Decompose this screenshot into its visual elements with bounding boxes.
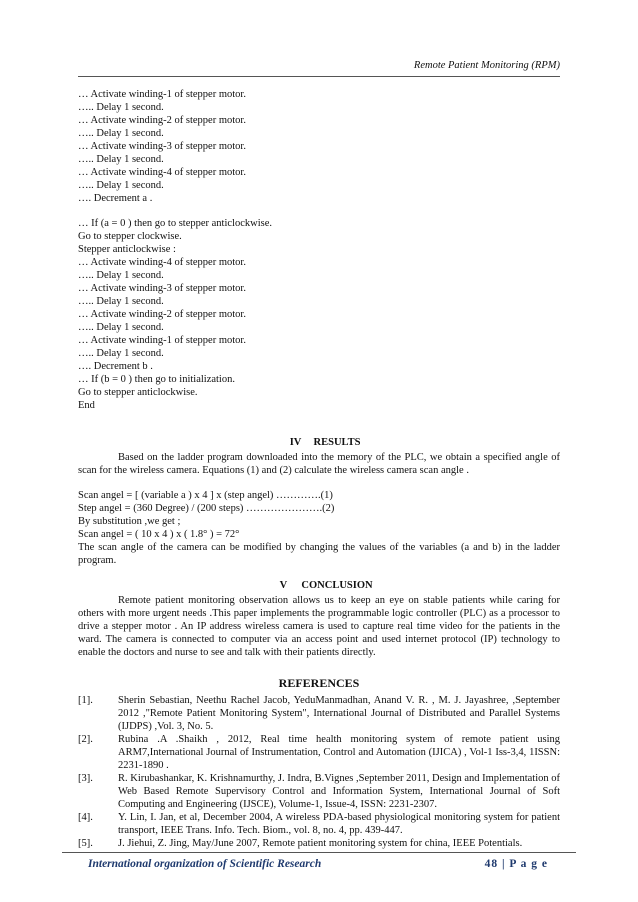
algorithm-line: … Activate winding-1 of stepper motor.	[78, 89, 246, 100]
algorithm-line: … Activate winding-4 of stepper motor.	[78, 257, 246, 268]
footer-journal: International organization of Scientific Research	[88, 858, 322, 870]
page-body	[78, 88, 560, 850]
reference-text: R. Kirubashankar, K. Krishnamurthy, J. Indra, B.Vignes ,September 2011, Design and Implementation of Web Based Remote Supervisory Control and Information System, International Journal of Soft Computing and Engineering (IJSCE), Volume-1, Issue-4, ISSN: 2231-2307.	[118, 773, 560, 810]
results-paragraph: Based on the ladder program downloaded into the memory of the PLC, we obtain a specified angle of scan for the wireless camera. Equations (1) and (2) calculate the wireless camera scan angle .	[78, 452, 560, 476]
results-heading	[78, 436, 560, 449]
algorithm-line: ….. Delay 1 second.	[78, 348, 164, 359]
substitution-text: By substitution ,we get ;	[78, 516, 181, 527]
reference-number: [4].	[78, 812, 93, 823]
results-title: RESULTS	[313, 437, 361, 448]
references-heading: REFERENCES	[278, 676, 360, 690]
algorithm-line: … Activate winding-2 of stepper motor.	[78, 309, 246, 320]
reference-number: [5].	[78, 838, 93, 849]
running-header: Remote Patient Monitoring (RPM)	[413, 60, 560, 71]
reference-text: J. Jiehui, Z. Jing, May/June 2007, Remote patient monitoring system for china, IEEE Potentials.	[118, 838, 523, 849]
results-closing: The scan angle of the camera can be modified by changing the values of the variables (a and b) in the ladder program.	[78, 542, 560, 566]
footer-rule	[62, 852, 576, 853]
spacer	[78, 205, 560, 217]
header-rule	[78, 76, 560, 77]
reference-item	[78, 772, 560, 811]
algorithm-line: … Activate winding-3 of stepper motor.	[78, 141, 246, 152]
conclusion-number: V	[279, 580, 288, 591]
algorithm-line: End	[78, 400, 95, 411]
conclusion-title: CONCLUSION	[301, 580, 373, 591]
reference-item	[78, 733, 560, 772]
algorithm-line: …. Decrement a .	[78, 193, 153, 204]
algorithm-line: Stepper anticlockwise :	[78, 244, 176, 255]
algorithm-line: ….. Delay 1 second.	[78, 322, 164, 333]
algorithm-block-1	[78, 88, 560, 205]
reference-number: [1].	[78, 695, 93, 706]
algorithm-line: … Activate winding-2 of stepper motor.	[78, 115, 246, 126]
reference-text: Rubina .A .Shaikh , 2012, Real time health monitoring system of remote patient using ARM7,International Journal of Instrumentation, Control and Automation (IJICA) , Vol-1 Iss-3,4, 1ISSN: 2231-1890 .	[118, 734, 560, 771]
reference-item	[78, 811, 560, 837]
reference-number: [2].	[78, 734, 93, 745]
algorithm-line: ….. Delay 1 second.	[78, 102, 164, 113]
spacer	[78, 477, 560, 489]
algorithm-line: … Activate winding-3 of stepper motor.	[78, 283, 246, 294]
algorithm-block-2	[78, 217, 560, 412]
algorithm-line: ….. Delay 1 second.	[78, 154, 164, 165]
reference-text: Sherin Sebastian, Neethu Rachel Jacob, YeduManmadhan, Anand V. R. , M. J. Jayashree, ,September 2012 ,"Remote Patient Monitoring System", International Journal of Distributed and Parallel Systems (IJDPS) ,Vol. 3, No. 5.	[118, 695, 560, 732]
conclusion-paragraph: Remote patient monitoring observation allows us to keep an eye on stable patients while caring for others with more urgent needs .This paper implements the programmable logic controller (PLC) as a processor to drive a stepper motor . An IP address wireless camera is used to capture real time video for the patients in the ward. The camera is connected to computer via an access point and used internet protocol (IP) technology to enable the doctors and nurse to see and talk with their patients directly.	[78, 595, 560, 658]
reference-item	[78, 837, 560, 850]
algorithm-line: … Activate winding-4 of stepper motor.	[78, 167, 246, 178]
algorithm-line: ….. Delay 1 second.	[78, 180, 164, 191]
equation-2: Step angel = (360 Degree) / (200 steps) ………………….(2)	[78, 503, 335, 514]
equation-3: Scan angel = ( 10 x 4 ) x ( 1.8° ) = 72°	[78, 529, 240, 540]
algorithm-line: ….. Delay 1 second.	[78, 296, 164, 307]
algorithm-line: Go to stepper clockwise.	[78, 231, 182, 242]
reference-number: [3].	[78, 773, 93, 784]
algorithm-line: … If (b = 0 ) then go to initialization.	[78, 374, 235, 385]
reference-item	[78, 694, 560, 733]
algorithm-line: … If (a = 0 ) then go to stepper anticlockwise.	[78, 218, 272, 229]
references-list	[78, 694, 560, 850]
equation-1: Scan angel = [ (variable a ) x 4 ] x (step angel) ………….(1)	[78, 490, 333, 501]
algorithm-line: …. Decrement b .	[78, 361, 153, 372]
conclusion-heading	[78, 579, 560, 592]
algorithm-line: ….. Delay 1 second.	[78, 128, 164, 139]
algorithm-line: … Activate winding-1 of stepper motor.	[78, 335, 246, 346]
footer-page-number: 48 | P a g e	[484, 858, 548, 870]
reference-text: Y. Lin, I. Jan, et al, December 2004, A wireless PDA-based physiological monitoring system for patient transport, IEEE Trans. Info. Tech. Biom., vol. 8, no. 4, pp. 439-447.	[118, 812, 560, 836]
algorithm-line: Go to stepper anticlockwise.	[78, 387, 198, 398]
algorithm-line: ….. Delay 1 second.	[78, 270, 164, 281]
results-number: IV	[289, 437, 302, 448]
